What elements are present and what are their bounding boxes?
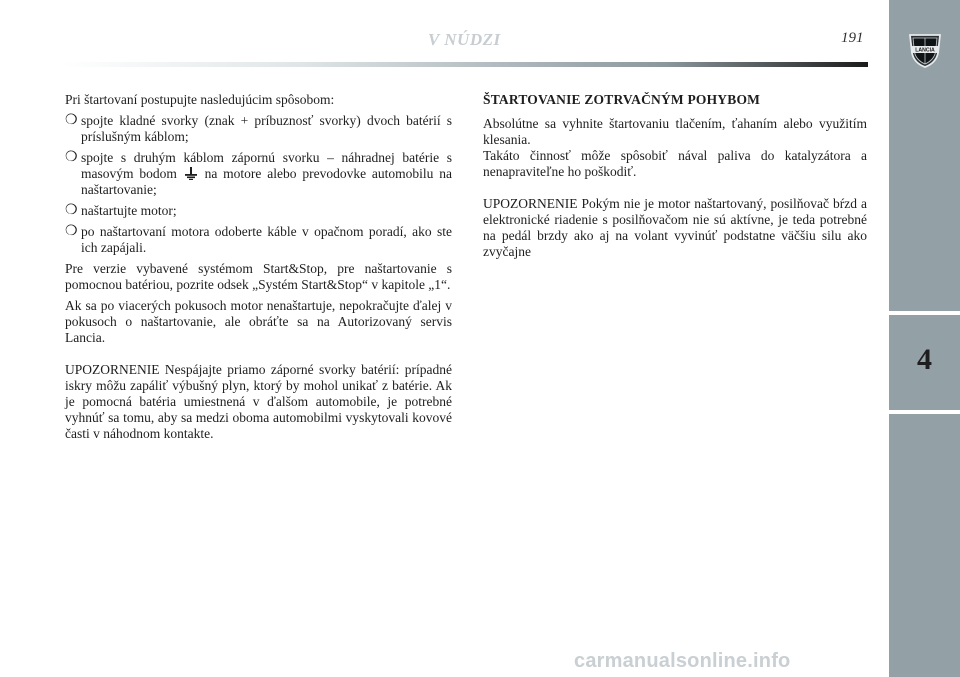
- start-stop-note: Pre verzie vybavené systémom Start&Stop, pre naštartovanie s pomocnou batériou, pozrite odsek „Systém Start&Stop“ v kapitole „1“.: [65, 261, 452, 292]
- watermark: carmanualsonline.info: [574, 650, 791, 672]
- header-rule: [62, 62, 868, 67]
- chapter-sidebar: [889, 0, 960, 677]
- intro-text: Pri štartovaní postupujte nasledujúcim spôsobom:: [65, 92, 335, 107]
- right-column: [483, 92, 867, 265]
- lancia-logo-icon: [905, 29, 945, 69]
- retry-note: Ak sa po viacerých pokusoch motor nenaštartuje, nepokračujte ďalej v pokusoch o naštartovanie, ale obráťte sa na Autorizovaný servis Lancia.: [65, 298, 452, 345]
- chapter-tab-number[interactable]: 4: [917, 343, 932, 376]
- steps-list: [65, 113, 452, 256]
- tab-divider-bottom: [889, 410, 960, 414]
- list-item: ❍ spojte s druhým káblom zápornú svorku – náhradnej batérie s masovým bodom na motore alebo prevodovke automobilu na naštartovanie;: [65, 150, 453, 197]
- warning-paragraph: UPOZORNENIE Pokým nie je motor naštartovaný, posilňovač bŕzd a elektronické riadenie s posilňovačom nie sú aktívne, je teda potrebné na pedál brzdy ako aj na volant vyvinúť podstatne väčšiu silu ako zvyčajne: [483, 196, 867, 259]
- paragraph: Absolútne sa vyhnite štartovaniu tlačením, ťahaním alebo využitím klesania.: [483, 116, 867, 147]
- left-column: [65, 92, 452, 447]
- tab-divider-top: [889, 311, 960, 315]
- list-item: ❍ naštartujte motor;: [65, 203, 177, 218]
- section-title: V NÚDZI: [428, 30, 501, 49]
- logo-text: LANCIA: [915, 47, 935, 54]
- bullet-icon: ❍: [65, 203, 78, 218]
- list-item: ❍ spojte kladné svorky (znak + príbuznosť svorky) dvoch batérií s príslušným káblom;: [65, 113, 452, 144]
- bullet-icon: ❍: [65, 150, 78, 165]
- paragraph: Takáto činnosť môže spôsobiť nával paliva do katalyzátora a nenapraviteľne ho poškodiť.: [483, 148, 867, 179]
- bullet-icon: ❍: [65, 113, 78, 128]
- list-item: ❍ po naštartovaní motora odoberte káble v opačnom poradí, ako ste ich zapájali.: [65, 224, 452, 255]
- warning-paragraph: UPOZORNENIE Nespájajte priamo záporné svorky batérií: prípadné iskry môžu zapáliť výbušný plyn, ktorý by mohol unikať z batérie. Ak je pomocná batéria umiestnená v ďalšom automobile, je potrebné vyhnúť sa tomu, aby sa medzi oboma automobilmi vyskytovali kovové časti v náhodnom kontakte.: [65, 362, 452, 441]
- section-heading: ŠTARTOVANIE ZOTRVAČNÝM POHYBOM: [483, 92, 761, 107]
- page-number: 191: [841, 30, 864, 46]
- bullet-icon: ❍: [65, 224, 78, 239]
- ground-symbol-icon: [185, 167, 197, 180]
